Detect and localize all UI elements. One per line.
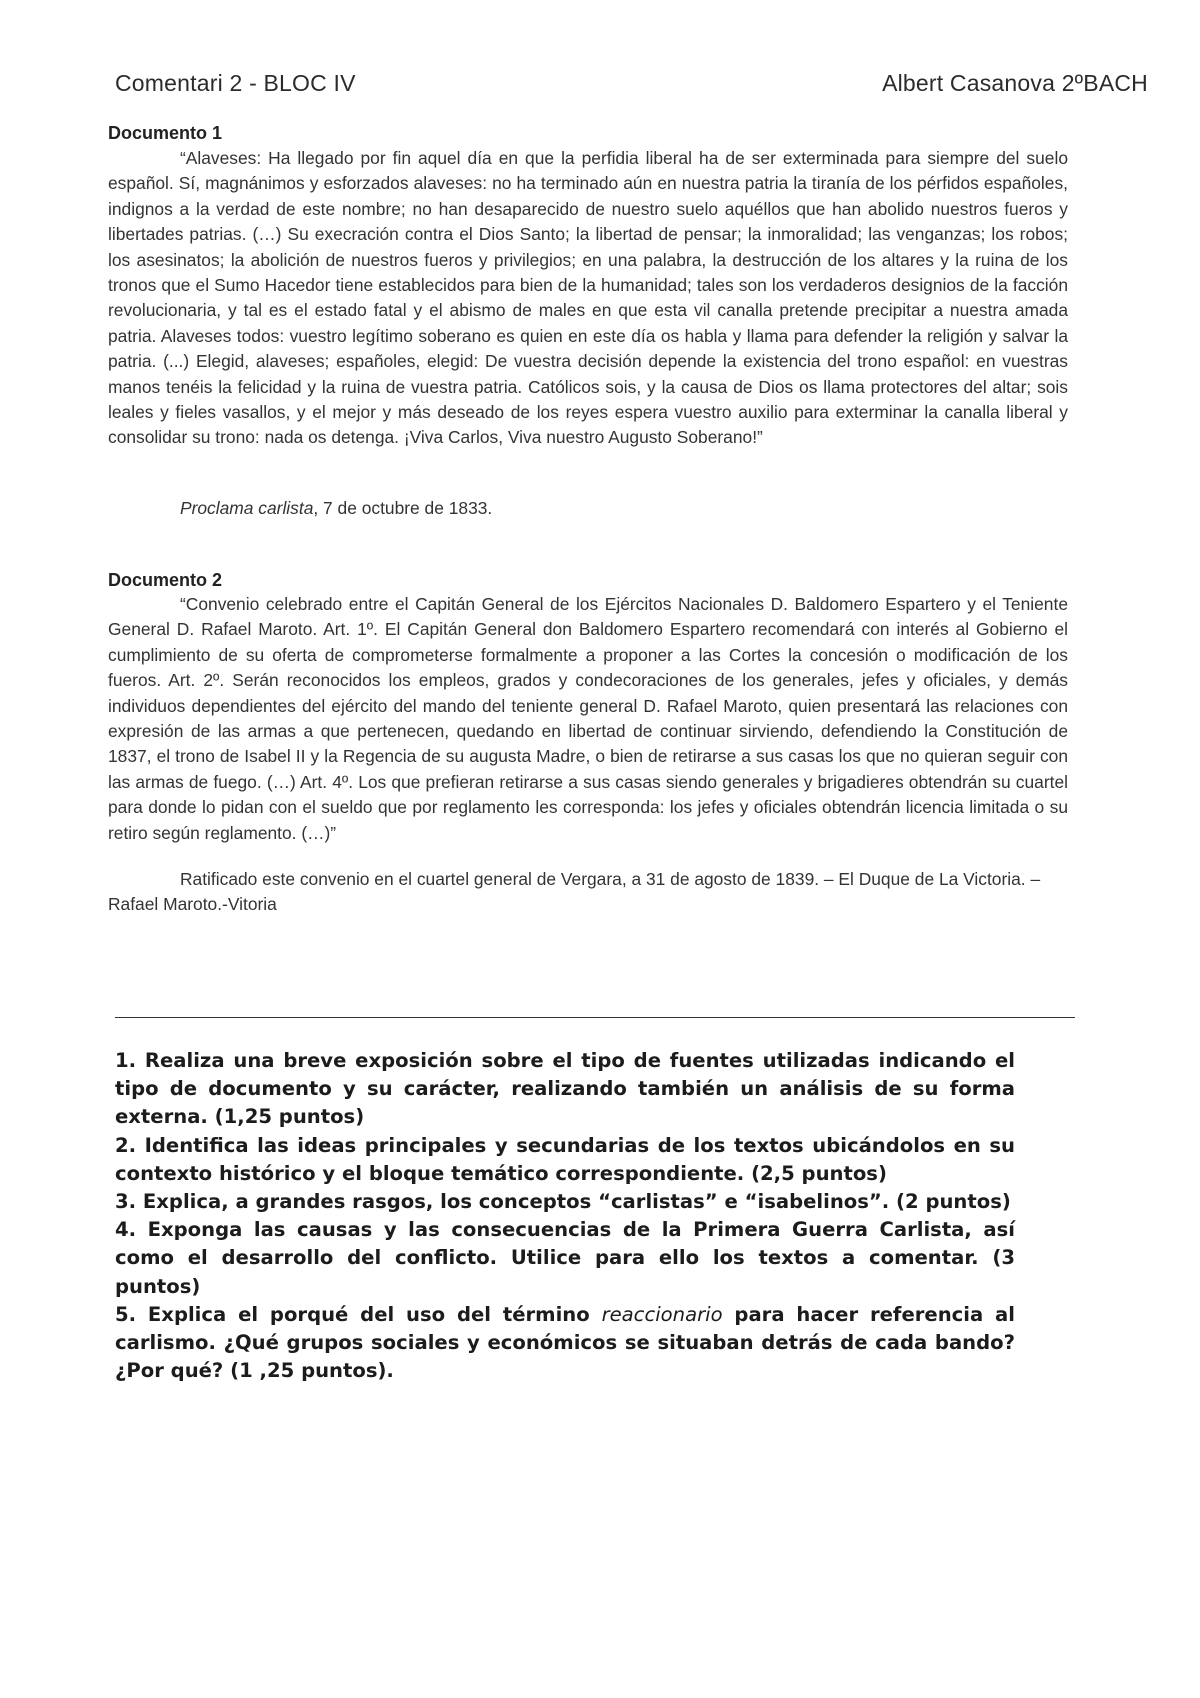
document-2-text: “Convenio celebrado entre el Capitán General de los Ejércitos Nacionales D. Baldomero Espartero y el Teniente General D. Rafael Maroto. Art. 1º. El Capitán General don Baldomero Espartero recomendará con interés al Gobierno el cumplimiento de su oferta de comprometerse formalmente a proponer a las Cortes la concesión o modificación de los fueros. Art. 2º. Serán reconocidos los empleos, grados y condecoraciones de los generales, jefes y oficiales, y demás individuos dependientes del ejército del mando del teniente general D. Rafael Maroto, quien presentará las relaciones con expresión de las armas a que pertenecen, quedando en libertad de continuar sirviendo, defendiendo la Constitución de 1837, el trono de Isabel II y la Regencia de su augusta Madre, o bien de retirarse a sus casas los que no quieran seguir con las armas de fuego. (…) Art. 4º. Los que prefieran retirarse a sus casas siendo generales y brigadieres obtendrán su cuartel para donde lo pidan con el sueldo que por reglamento les corresponda: los jefes y oficiales obtendrán licencia limitada o su retiro según reglamento. (…)” [108, 594, 1068, 843]
header-course-label: Comentari 2 - BLOC IV [115, 70, 356, 96]
question-5-start: 5. Explica el porqué del uso del término [115, 1302, 602, 1326]
question-5 [115, 1301, 1015, 1386]
document-1-title: Documento 1 [108, 123, 223, 143]
question-3: 3. Explica, a grandes rasgos, los conceptos “carlistas” e “isabelinos”. (2 puntos) [115, 1190, 1011, 1214]
question-2: 2. Identifica las ideas principales y secundarias de los textos ubicándolos en su contexto histórico y el bloque temático correspondiente. (2,5 puntos) [115, 1133, 1015, 1185]
question-1: 1. Realiza una breve exposición sobre el tipo de fuentes utilizadas indicando el tipo de documento y su carácter, realizando también un análisis de su forma externa. (1,25 puntos) [115, 1049, 1015, 1129]
document-2-title: Documento 2 [108, 570, 223, 590]
question-5-end: para hacer referencia al carlismo. ¿Qué grupos sociales y económicos se situaban detrás de cada bando? ¿Por qué? (1 ,25 puntos). [115, 1302, 1015, 1383]
document-1-source-date: , 7 de octubre de 1833. [313, 498, 493, 518]
header-student-name: Albert Casanova 2ºBACH [882, 70, 1148, 96]
document-2-source: Ratificado este convenio en el cuartel general de Vergara, a 31 de agosto de 1839. – El Duque de La Victoria. – Rafael Maroto.-Vitoria [108, 869, 1041, 915]
question-4: 4. Exponga las causas y las consecuencias de la Primera Guerra Carlista, así como el desarrollo del conflicto. Utilice para ello los textos a comentar. (3 puntos) [115, 1218, 1015, 1298]
question-5-term: reaccionario [601, 1302, 723, 1326]
section-divider [115, 1017, 1075, 1018]
document-1-source [108, 496, 1068, 521]
questions-list [115, 1047, 1015, 1385]
document-1-source-title: Proclama carlista [180, 498, 314, 518]
document-1-text: “Alaveses: Ha llegado por fin aquel día en que la perfidia liberal ha de ser exterminada para siempre del suelo español. Sí, magnánimos y esforzados alaveses: no ha terminado aún en nuestra patria la tiranía de los pérfidos españoles, indignos a la verdad de este nombre; no han desaparecido de nuestro suelo aquéllos que han abolido nuestros fueros y libertades patrias. (…) Su execración contra el Dios Santo; la libertad de pensar; la inmoralidad; las venganzas; los robos; los asesinatos; la abolición de nuestros fueros y privilegios; en una palabra, la destrucción de los altares y la ruina de los tronos que el Sumo Hacedor tiene establecidos para bien de la humanidad; tales son los verdaderos designios de la facción revolucionaria, y tal es el estado fatal y el abismo de males en que esta vil canalla pretende precipitar a nuestra amada patria. Alaveses todos: vuestro legítimo soberano es quien en este día os habla y llama para defender la religión y salvar la patria. (...) Elegid, alaveses; españoles, elegid: De vuestra decisión depende la existencia del trono español: en vuestras manos tenéis la felicidad y la ruina de vuestra patria. Católicos sois, y la causa de Dios os llama protectores del altar; sois leales y fieles vasallos, y el mejor y más deseado de los reyes espera vuestro auxilio para exterminar la canalla liberal y consolidar su trono: nada os detenga. ¡Viva Carlos, Viva nuestro Augusto Soberano!” [108, 148, 1068, 448]
